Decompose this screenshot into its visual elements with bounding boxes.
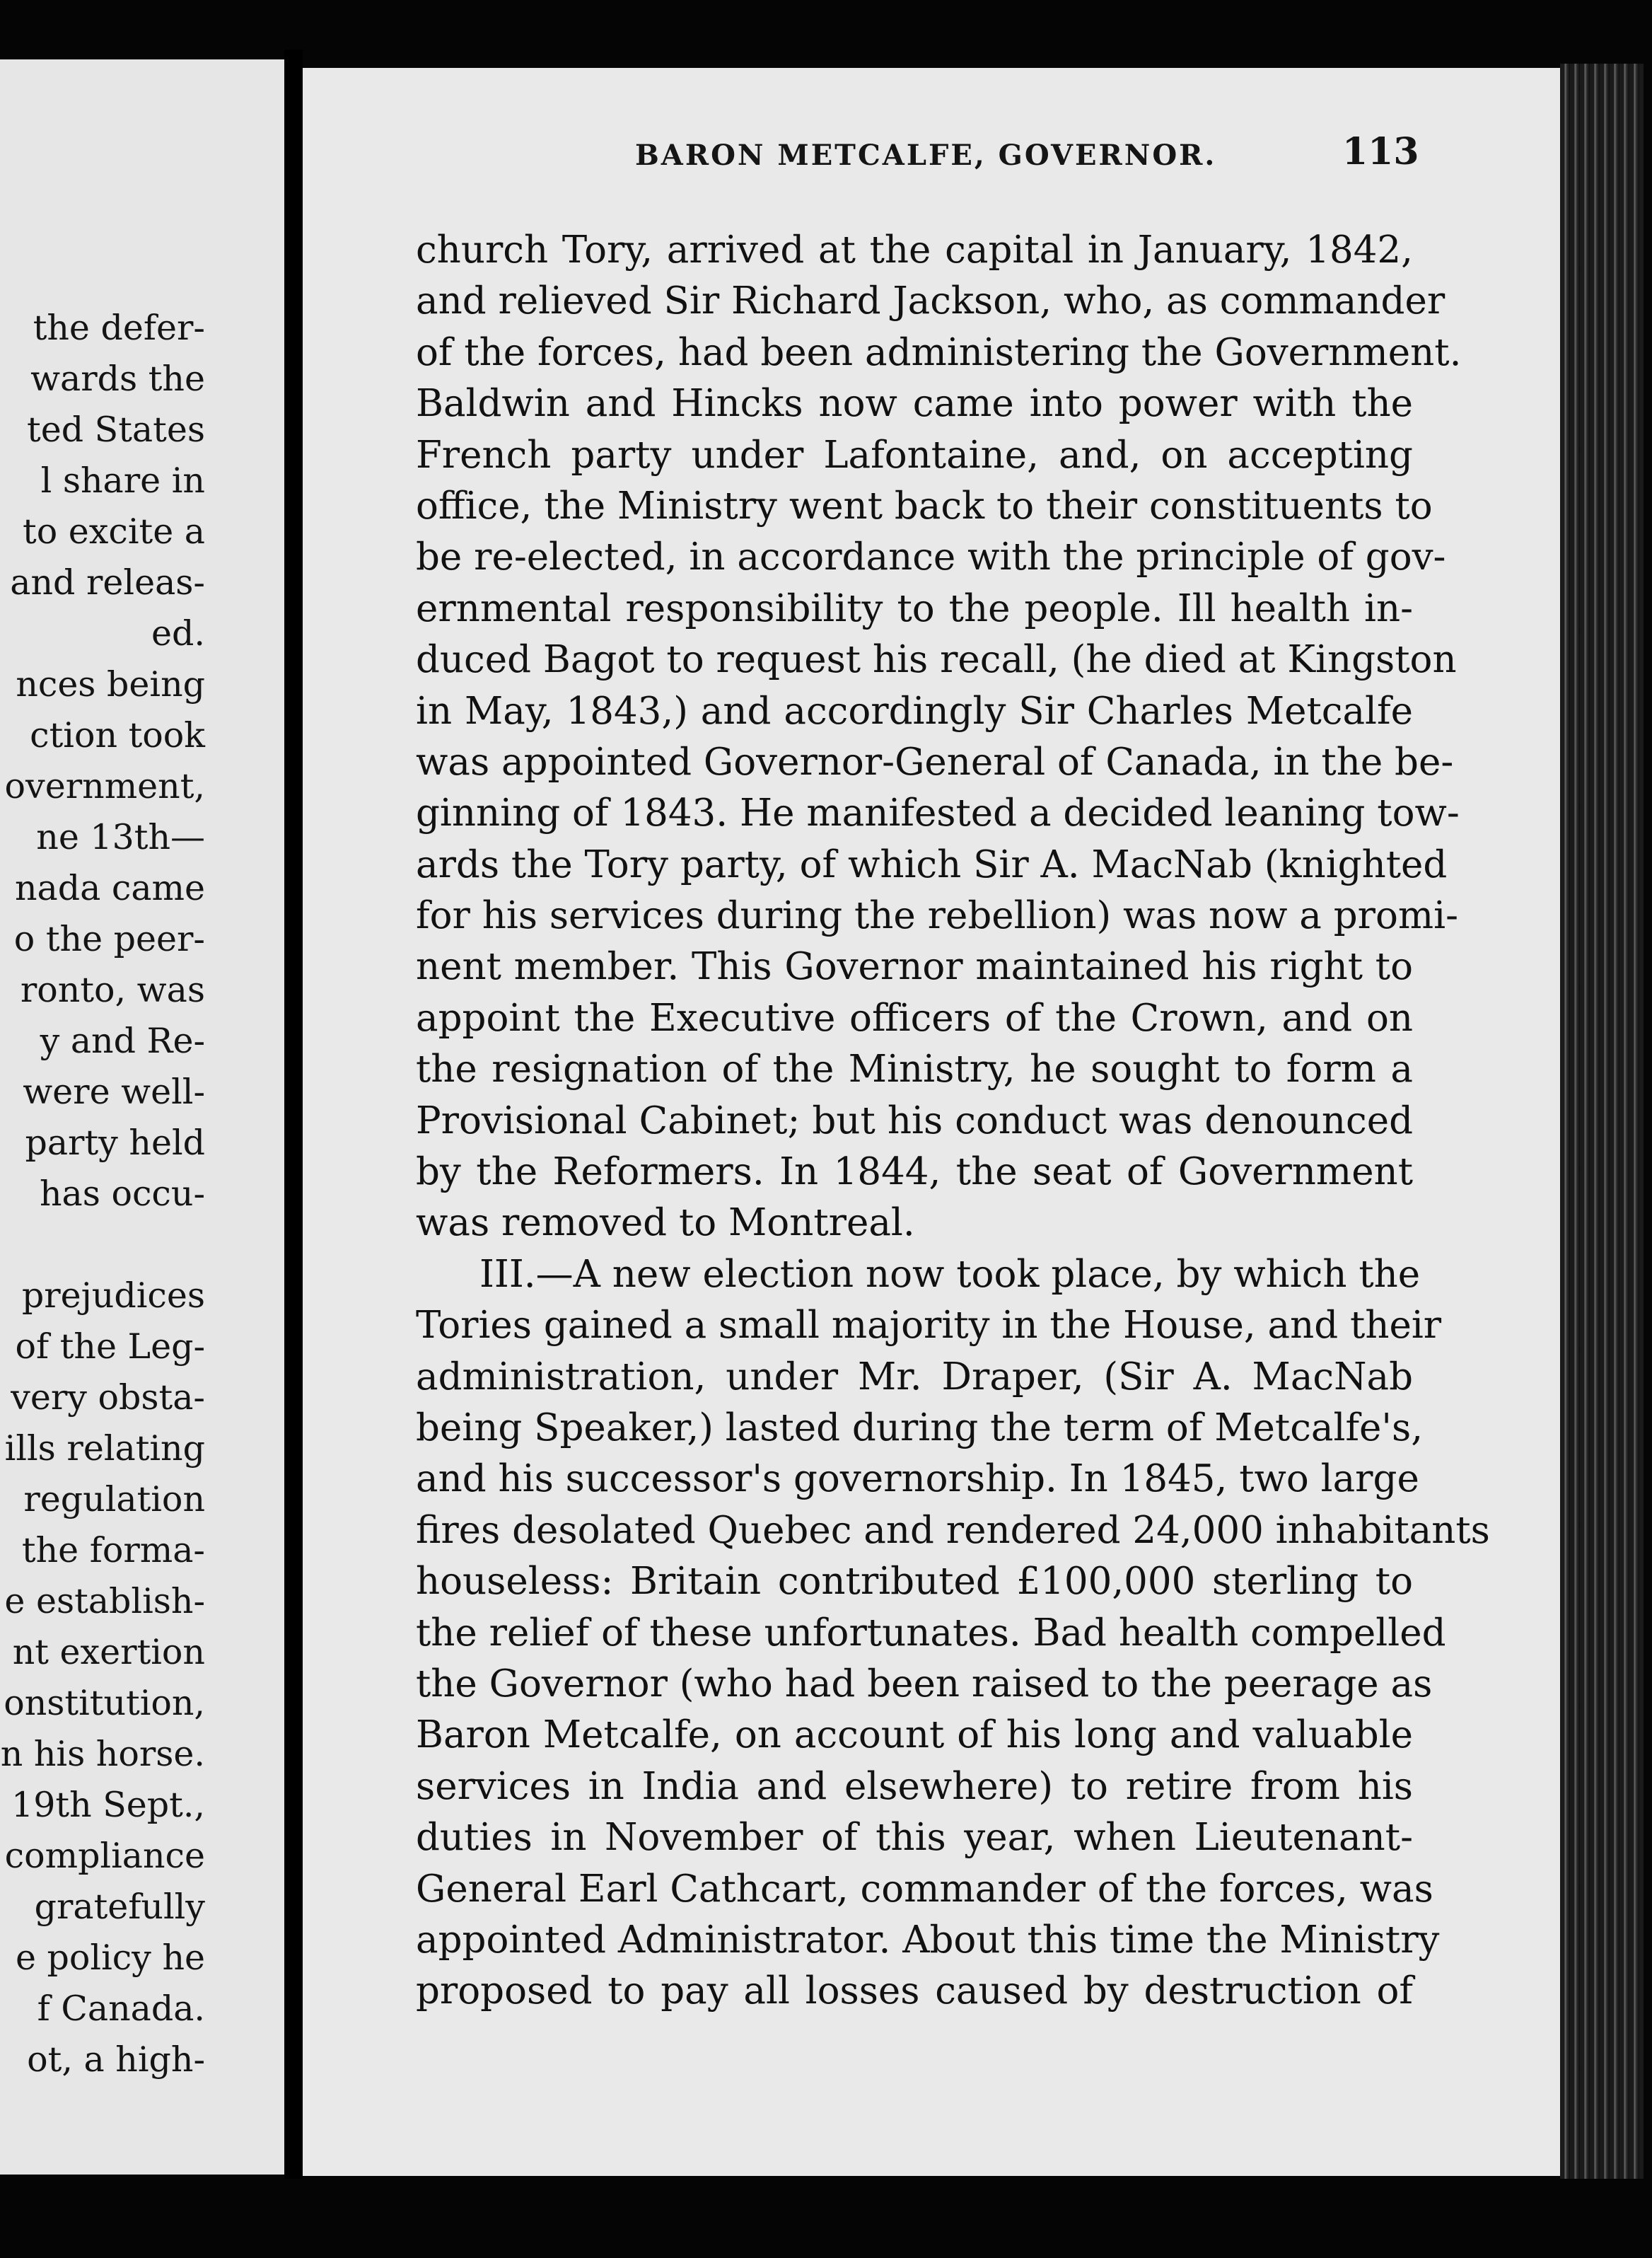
- body-line: ards the Tory party, of which Sir A. MacNab (knighted: [416, 843, 1448, 886]
- body-line: ernmental responsibility to the people. Ill health in-: [416, 586, 1413, 630]
- left-page: [0, 59, 284, 2175]
- body-line: duties in November of this year, when Lieutenant-: [416, 1816, 1413, 1860]
- left-page-line: ted States: [27, 410, 205, 450]
- body-line: nent member. This Governor maintained his right to: [416, 945, 1413, 989]
- left-page-line: regulation: [23, 1479, 205, 1519]
- body-line: General Earl Cathcart, commander of the forces, was: [416, 1867, 1433, 1911]
- body-line: Baldwin and Hincks now came into power with the: [416, 382, 1413, 426]
- left-page-line: overnment,: [4, 766, 205, 806]
- body-line: III.—A new election now took place, by which the: [479, 1252, 1421, 1296]
- left-page-line: nces being: [16, 664, 205, 705]
- body-line: was appointed Governor-General of Canada, in the be-: [416, 740, 1454, 784]
- body-line: services in India and elsewhere) to retire from his: [416, 1764, 1413, 1808]
- left-page-line: onstitution,: [4, 1683, 205, 1723]
- left-page-line: n his horse.: [0, 1734, 205, 1774]
- body-line: the relief of these unfortunates. Bad health compelled: [416, 1611, 1446, 1655]
- body-line: administration, under Mr. Draper, (Sir A. MacNab: [416, 1355, 1413, 1399]
- book-page-edges: [1560, 64, 1644, 2179]
- body-line: of the forces, had been administering the Government.: [416, 330, 1462, 374]
- left-page-line: were well-: [23, 1072, 205, 1112]
- body-line: houseless: Britain contributed £100,000 sterling to: [416, 1560, 1413, 1604]
- body-line: ginning of 1843. He manifested a decided leaning tow-: [416, 792, 1460, 835]
- left-page-line: the defer-: [33, 308, 205, 348]
- left-page-line: gratefully: [34, 1887, 205, 1927]
- body-line: office, the Ministry went back to their constituents to: [416, 484, 1433, 528]
- left-page-line: ne 13th—: [36, 817, 205, 857]
- body-line: and relieved Sir Richard Jackson, who, as commander: [416, 279, 1446, 323]
- left-page-line: ronto, was: [20, 970, 205, 1010]
- left-page-line: prejudices: [21, 1275, 205, 1316]
- body-line: proposed to pay all losses caused by destruction of: [416, 1969, 1413, 2013]
- page-number: 113: [1342, 130, 1419, 173]
- left-page-line: f Canada.: [37, 1988, 205, 2029]
- body-line: in May, 1843,) and accordingly Sir Charles Metcalfe: [416, 689, 1413, 733]
- body-line: the resignation of the Ministry, he sought to form a: [416, 1048, 1413, 1092]
- body-line: Provisional Cabinet; but his conduct was denounced: [416, 1099, 1413, 1142]
- left-page-line: [0, 1220, 284, 1270]
- body-line: be re-elected, in accordance with the principle of gov-: [416, 535, 1446, 579]
- left-page-line: l share in: [40, 461, 205, 501]
- left-page-line: party held: [25, 1123, 205, 1163]
- left-page-line: 19th Sept.,: [11, 1785, 205, 1825]
- left-page-line: to excite a: [23, 511, 205, 552]
- left-page-line: ot, a high-: [27, 2039, 205, 2080]
- left-page-line: e policy he: [15, 1938, 205, 1978]
- running-head: BARON METCALFE, GOVERNOR.: [635, 139, 1217, 172]
- body-text: [416, 225, 1490, 2017]
- left-page-line: wards the: [30, 359, 205, 399]
- left-page-line: has occu-: [40, 1174, 205, 1214]
- body-line: appointed Administrator. About this time the Ministry: [416, 1918, 1440, 1962]
- body-line: the Governor (who had been raised to the peerage as: [416, 1662, 1433, 1706]
- left-page-line: o the peer-: [13, 919, 205, 959]
- left-page-text: [0, 303, 284, 2085]
- left-page-line: the forma-: [21, 1530, 205, 1570]
- left-page-line: nt exertion: [12, 1632, 205, 1672]
- body-line: appoint the Executive officers of the Crown, and on: [416, 996, 1413, 1040]
- left-page-line: compliance: [4, 1836, 205, 1876]
- book-gutter: [284, 50, 303, 2179]
- body-line: was removed to Montreal.: [416, 1201, 915, 1245]
- right-page: [303, 68, 1560, 2176]
- body-line: Baron Metcalfe, on account of his long and valuable: [416, 1713, 1413, 1757]
- body-line: by the Reformers. In 1844, the seat of Government: [416, 1150, 1413, 1194]
- body-line: being Speaker,) lasted during the term of Metcalfe's,: [416, 1406, 1424, 1449]
- left-page-line: very obsta-: [11, 1377, 205, 1418]
- left-page-line: of the Leg-: [15, 1326, 205, 1367]
- body-line: for his services during the rebellion) was now a promi-: [416, 894, 1459, 938]
- body-line: Tories gained a small majority in the House, and their: [416, 1304, 1442, 1348]
- body-line: French party under Lafontaine, and, on accepting: [416, 433, 1413, 477]
- left-page-line: ction took: [30, 715, 205, 755]
- body-line: and his successor's governorship. In 1845, two large: [416, 1457, 1419, 1501]
- left-page-line: and releas-: [10, 562, 205, 603]
- body-line: church Tory, arrived at the capital in January, 1842,: [416, 228, 1413, 272]
- body-line: duced Bagot to request his recall, (he died at Kingston: [416, 638, 1457, 682]
- left-page-line: ills relating: [4, 1428, 205, 1469]
- left-page-line: y and Re-: [40, 1021, 205, 1061]
- body-line: fires desolated Quebec and rendered 24,000 inhabitants: [416, 1508, 1490, 1552]
- left-page-line: ed.: [151, 613, 205, 654]
- left-page-line: e establish-: [4, 1581, 205, 1621]
- left-page-line: nada came: [14, 868, 205, 908]
